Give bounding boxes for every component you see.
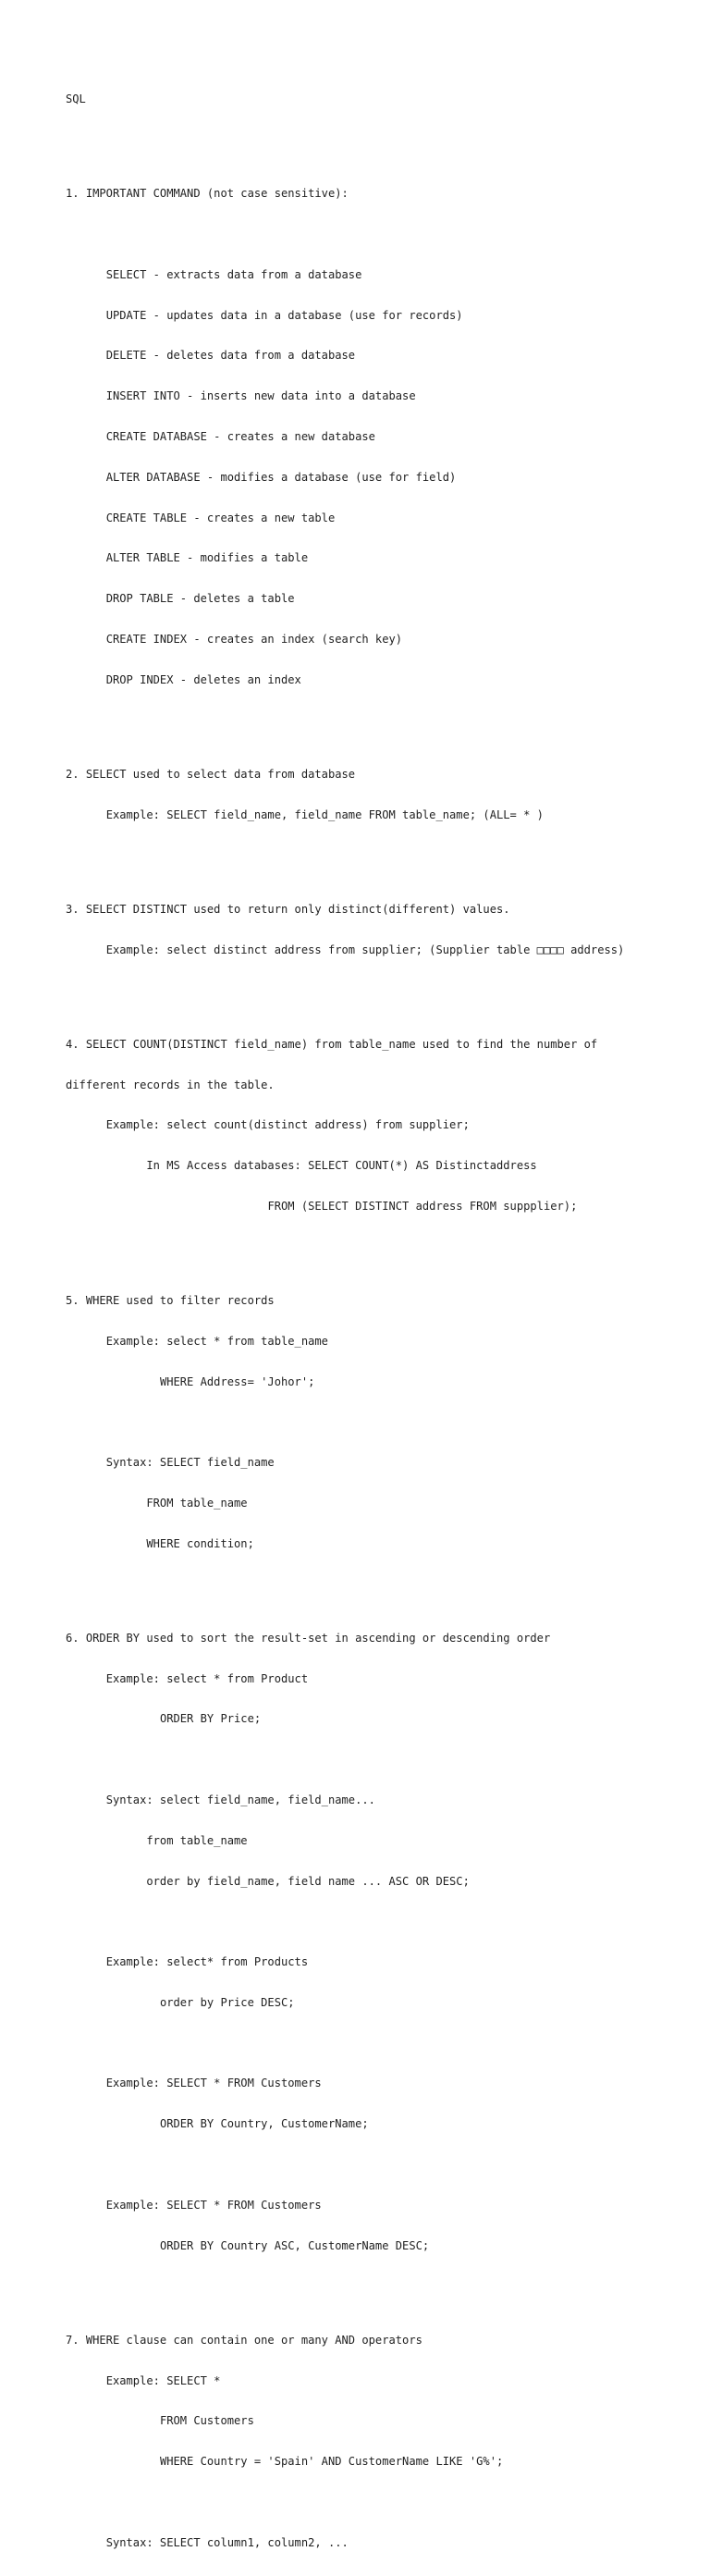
section1-heading: 1. IMPORTANT COMMAND (not case sensitive): — [66, 187, 349, 201]
blank-line — [66, 1415, 624, 1429]
command-line: CREATE INDEX - creates an index (search key) — [105, 632, 403, 646]
section6-example: Example: select* from Products — [105, 1955, 309, 1969]
section6-example: ORDER BY Price; — [159, 1712, 262, 1726]
document-body — [66, 66, 624, 2576]
section6-example: ORDER BY Country ASC, CustomerName DESC; — [159, 2238, 430, 2252]
section6-syntax: order by field_name, field name ... ASC OR DESC; — [146, 1874, 470, 1888]
blank-line — [66, 2037, 624, 2051]
section4-access-line: FROM (SELECT DISTINCT address FROM suppplier); — [267, 1199, 578, 1213]
blank-line — [66, 228, 624, 241]
command-line: CREATE TABLE - creates a new table — [105, 511, 336, 524]
blank-line — [66, 1915, 624, 1929]
command-line: INSERT INTO - inserts new data into a database — [105, 389, 416, 403]
section6-example: Example: select * from Product — [105, 1671, 309, 1685]
section7-example: Example: SELECT * — [105, 2373, 221, 2387]
section6-heading: 6. ORDER BY used to sort the result-set in ascending or descending order — [66, 1631, 551, 1645]
section2-example: Example: SELECT field_name, field_name FROM table_name; (ALL= * ) — [105, 807, 544, 821]
section4-access-line: In MS Access databases: SELECT COUNT(*) AS Distinctaddress — [146, 1159, 537, 1173]
blank-line — [66, 133, 624, 147]
section6-example: order by Price DESC; — [159, 1995, 295, 2009]
blank-line — [66, 1578, 624, 1592]
blank-line — [66, 2496, 624, 2509]
section5-syntax: FROM table_name — [146, 1496, 248, 1510]
section6-example: Example: SELECT * FROM Customers — [105, 2077, 322, 2090]
document-title: SQL — [66, 92, 86, 106]
section7-example: WHERE Country = 'Spain' AND CustomerName LIKE 'G%'; — [159, 2455, 504, 2469]
blank-line — [66, 983, 624, 997]
section5-example: Example: select * from table_name — [105, 1334, 328, 1348]
command-line: ALTER DATABASE - modifies a database (use for field) — [105, 470, 457, 484]
section7-heading: 7. WHERE clause can contain one or many AND operators — [66, 2333, 422, 2347]
blank-line — [66, 1240, 624, 1254]
blank-line — [66, 2279, 624, 2293]
section6-syntax: Syntax: select field_name, field_name... — [105, 1793, 375, 1806]
section3-example: Example: select distinct address from supplier; (Supplier table □□□□ address) — [105, 943, 625, 956]
section3-heading: 3. SELECT DISTINCT used to return only distinct(different) values. — [66, 902, 510, 916]
command-line: ALTER TABLE - modifies a table — [105, 551, 309, 565]
section5-heading: 5. WHERE used to filter records — [66, 1294, 275, 1308]
section5-example: WHERE Address= 'Johor'; — [159, 1374, 315, 1388]
command-line: UPDATE - updates data in a database (use for records) — [105, 308, 463, 322]
section4-heading-cont: different records in the table. — [66, 1078, 275, 1091]
section4-heading: 4. SELECT COUNT(DISTINCT field_name) from table_name used to find the number of — [66, 1037, 598, 1051]
section7-syntax: Syntax: SELECT column1, column2, ... — [105, 2535, 349, 2549]
blank-line — [66, 1753, 624, 1767]
blank-line — [66, 714, 624, 728]
blank-line — [66, 848, 624, 862]
command-line: SELECT - extracts data from a database — [105, 267, 362, 281]
section6-syntax: from table_name — [146, 1833, 248, 1847]
command-line: DROP INDEX - deletes an index — [105, 672, 301, 686]
section6-example: Example: SELECT * FROM Customers — [105, 2198, 322, 2212]
section6-example: ORDER BY Country, CustomerName; — [159, 2117, 369, 2131]
blank-line — [66, 2158, 624, 2172]
section2-heading: 2. SELECT used to select data from database — [66, 767, 356, 781]
command-line: DELETE - deletes data from a database — [105, 349, 356, 363]
section7-example: FROM Customers — [159, 2414, 254, 2428]
section4-example: Example: select count(distinct address) from supplier; — [105, 1118, 470, 1132]
command-line: DROP TABLE - deletes a table — [105, 592, 295, 606]
section5-syntax: Syntax: SELECT field_name — [105, 1456, 275, 1470]
section5-syntax: WHERE condition; — [146, 1536, 254, 1550]
command-line: CREATE DATABASE - creates a new database — [105, 430, 375, 444]
